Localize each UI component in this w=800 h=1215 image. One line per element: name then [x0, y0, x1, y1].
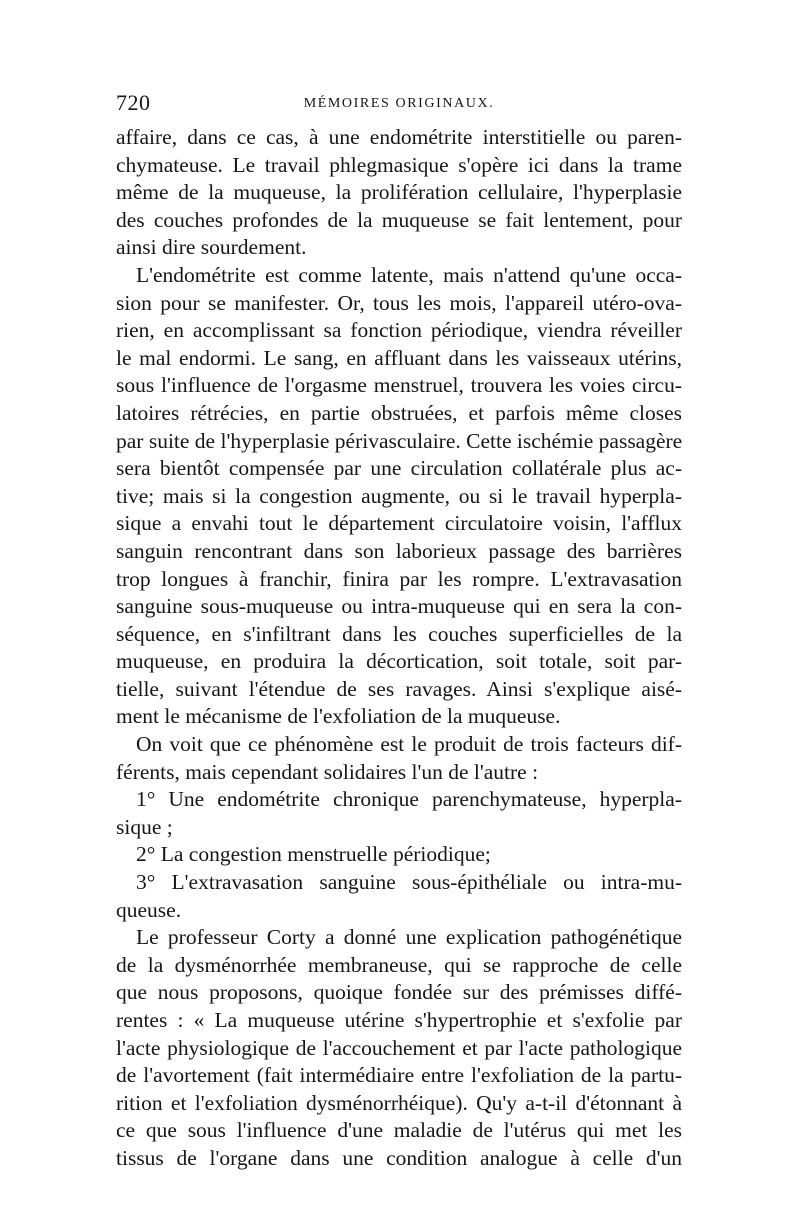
- text-line: muqueuse, en produira la décortication, soit totale, soit par-: [116, 649, 682, 674]
- text-line: sanguine sous-muqueuse ou intra-muqueuse qui en sera la con-: [116, 594, 682, 619]
- text-line: que nous proposons, quoique fondée sur des prémisses diffé-: [116, 980, 682, 1005]
- page-number: 720: [116, 90, 151, 115]
- text-line: séquence, en s'infiltrant dans les couches superficielles de la: [116, 621, 682, 646]
- text-line: affaire, dans ce cas, à une endométrite interstitielle ou paren-: [116, 125, 682, 149]
- list-item-line: 2° La congestion menstruelle périodique;: [136, 842, 491, 867]
- text-line: rien, en accomplissant sa fonction périodique, viendra réveiller: [116, 318, 682, 343]
- text-line: sous l'influence de l'orgasme menstruel, trouvera les voies circu-: [116, 373, 682, 398]
- text-line: ment le mécanisme de l'exfoliation de la muqueuse.: [116, 704, 561, 729]
- body-text: [116, 124, 682, 1173]
- running-title: MÉMOIRES ORIGINAUX.: [303, 96, 495, 111]
- text-line: chymateuse. Le travail phlegmasique s'opère ici dans la trame: [116, 152, 682, 177]
- paragraph-start-line: L'endométrite est comme latente, mais n'attend qu'une occa-: [136, 262, 682, 287]
- text-line: férents, mais cependant solidaires l'un de l'autre :: [116, 759, 539, 784]
- text-line: trop longues à franchir, finira par les rompre. L'extravasation: [116, 566, 682, 591]
- text-line: ce que sous l'influence d'une maladie de l'utérus qui met les: [116, 1118, 682, 1143]
- text-line: tive; mais si la congestion augmente, ou si le travail hyperpla-: [116, 483, 682, 508]
- text-line: latoires rétrécies, en partie obstruées, et parfois même closes: [116, 400, 682, 425]
- text-line: par suite de l'hyperplasie périvasculaire. Cette ischémie passagère: [116, 428, 682, 453]
- text-line: queuse.: [116, 897, 182, 922]
- text-line: rition et l'exfoliation dysménorrhéique). Qu'y a-t-il d'étonnant à: [116, 1090, 682, 1115]
- text-line: de la dysménorrhée membraneuse, qui se rapproche de celle: [116, 952, 682, 977]
- text-line: le mal endormi. Le sang, en affluant dans les vaisseaux utérins,: [116, 345, 682, 370]
- text-line: sique ;: [116, 814, 173, 839]
- text-line: rentes : « La muqueuse utérine s'hypertrophie et s'exfolie par: [116, 1008, 682, 1032]
- book-page: [116, 90, 682, 1173]
- text-line: sera bientôt compensée par une circulation collatérale plus ac-: [116, 456, 682, 481]
- text-line: sanguin rencontrant dans son laborieux passage des barrières: [116, 538, 682, 563]
- text-line: ainsi dire sourdement.: [116, 235, 307, 260]
- paragraph-start-line: Le professeur Corty a donné une explication pathogénétique: [136, 925, 682, 950]
- text-line: de l'avortement (fait intermédiaire entre l'exfoliation de la partu-: [116, 1063, 682, 1088]
- text-line: l'acte physiologique de l'accouchement et par l'acte pathologique: [116, 1035, 682, 1060]
- text-line: même de la muqueuse, la prolifération cellulaire, l'hyperplasie: [116, 180, 682, 205]
- running-head: [116, 90, 682, 124]
- list-item-line: 3° L'extravasation sanguine sous-épithéliale ou intra-mu-: [136, 870, 682, 895]
- text-line: sique a envahi tout le département circulatoire voisin, l'afflux: [116, 511, 682, 536]
- text-line: sion pour se manifester. Or, tous les mois, l'appareil utéro-ova-: [116, 290, 682, 315]
- text-line: tielle, suivant l'étendue de ses ravages. Ainsi s'explique aisé-: [116, 676, 682, 701]
- text-line: des couches profondes de la muqueuse se fait lentement, pour: [116, 207, 682, 232]
- text-line: tissus de l'organe dans une condition analogue à celle d'un: [116, 1145, 682, 1170]
- paragraph-start-line: On voit que ce phénomène est le produit de trois facteurs dif-: [136, 732, 682, 757]
- list-item-line: 1° Une endométrite chronique parenchymateuse, hyperpla-: [136, 787, 682, 812]
